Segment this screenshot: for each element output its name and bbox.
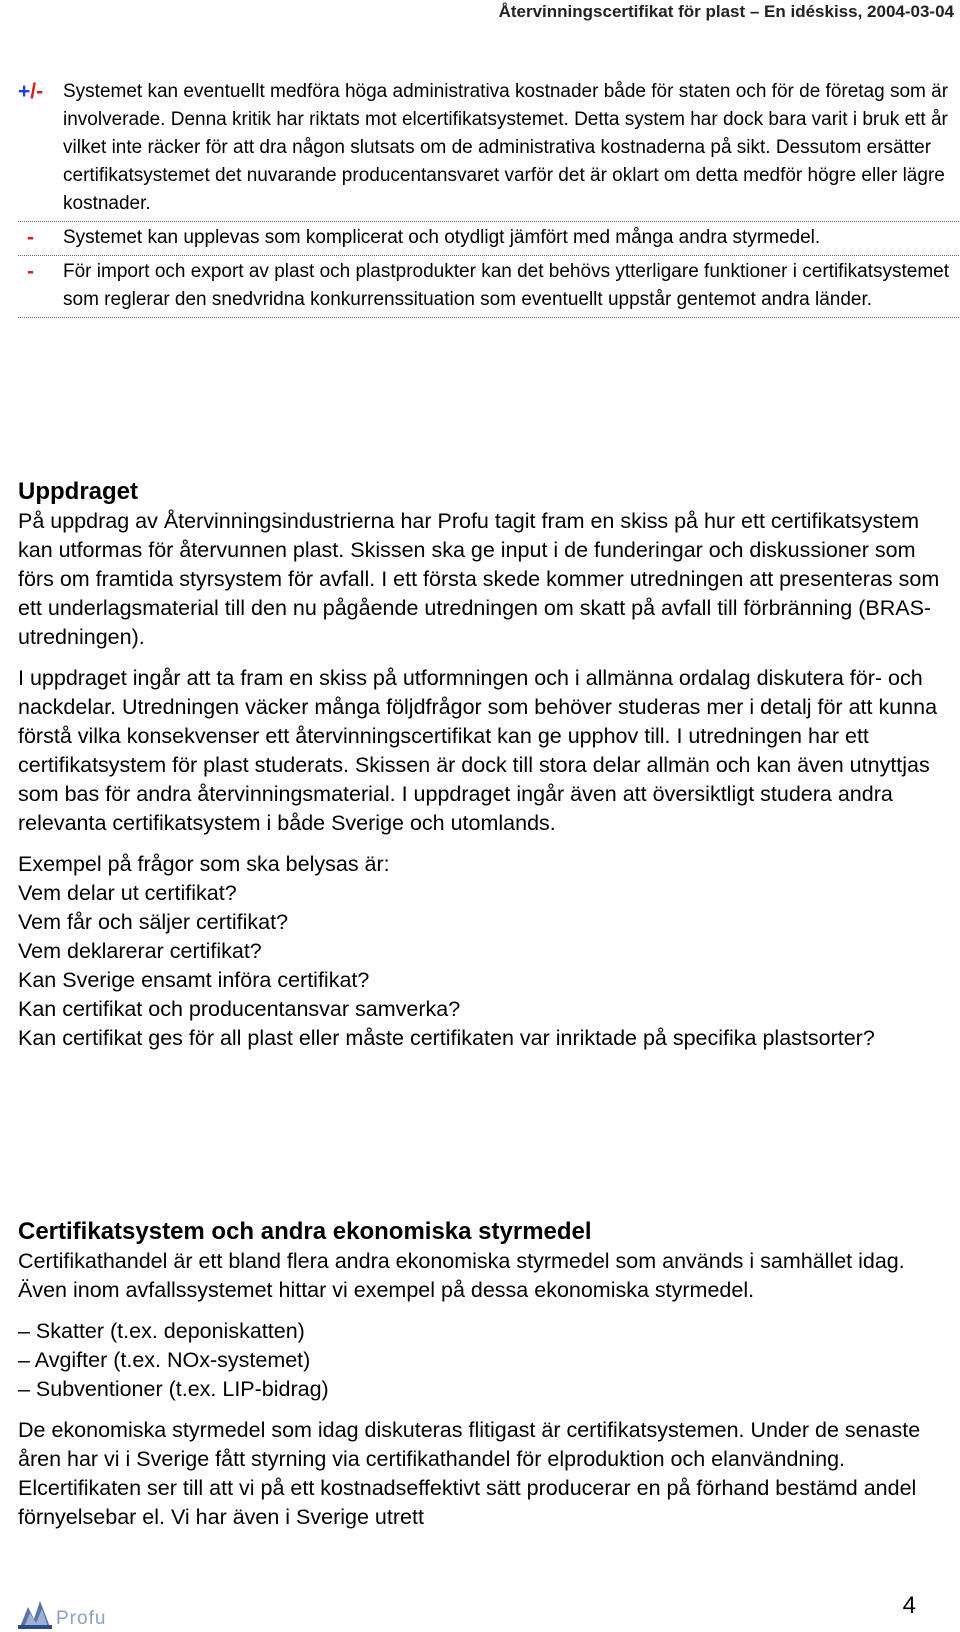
running-header: Återvinningscertifikat för plast – En idéskiss, 2004-03-04 xyxy=(498,2,954,21)
paragraph: De ekonomiska styrmedel som idag diskuteras flitigast är certifikatsystemen. Under de senaste åren har vi i Sverige fått styrning via certifikathandel för elproduktion och elanvändning. Elcertifikaten ser till att vi på ett kostnadseffektivt sätt producerar en på förhand bestämd andel förnyelsebar el. Vi har även i Sverige utrett xyxy=(18,1418,921,1529)
list-line: – Skatter (t.ex. deponiskatten) xyxy=(18,1319,305,1343)
minus-sign: - xyxy=(36,80,44,103)
list-item xyxy=(18,224,959,256)
pros-cons-list xyxy=(18,78,959,318)
section-heading: Uppdraget xyxy=(18,478,138,505)
list-item-text: Systemet kan eventuellt medföra höga administrativa kostnader både för staten och för de företag som är involverade. Denna kritik har riktats mot elcertifikatsystemet. Detta system har dock bara varit i bruk ett år vilket inte räcker för att dra någon slutsats om de administrativa kostnaderna på sikt. Dessutom ersätter certifikatsystemet det nuvarande producentansvaret varför det är oklart om detta medför högre eller lägre kostnader. xyxy=(63,81,949,214)
section-styrmedel xyxy=(18,1217,948,1532)
slash-sign: / xyxy=(30,80,37,103)
minus-marker xyxy=(27,258,72,286)
plus-minus-marker xyxy=(18,78,63,106)
list-item xyxy=(18,78,959,222)
minus-sign: - xyxy=(27,226,34,249)
question-item: Vem delar ut certifikat? xyxy=(18,881,237,905)
plus-sign: + xyxy=(18,80,31,103)
list-item xyxy=(18,258,959,318)
minus-marker xyxy=(27,224,72,252)
paragraph: I uppdraget ingår att ta fram en skiss på utformningen och i allmänna ordalag diskutera för- och nackdelar. Utredningen väcker många följdfrågor som behöver studeras mer i detalj för att kunna förstå vilka konsekvenser ett återvinningscertifikat kan ge upphov till. I utredningen har ett certifikatsystem för plast studerats. Skissen är dock till stora delar allmän och kan även utnyttjas som bas för andra återvinningsmaterial. I uppdraget ingår även att översiktligt studera andra relevanta certifikatsystem i både Sverige och utomlands. xyxy=(18,666,938,835)
minus-sign: - xyxy=(27,260,34,283)
list-line: – Avgifter (t.ex. NOx-systemet) xyxy=(18,1348,311,1372)
page-number: 4 xyxy=(902,1592,916,1619)
questions-intro: Exempel på frågor som ska belysas är: xyxy=(18,852,390,876)
list-line: – Subventioner (t.ex. LIP-bidrag) xyxy=(18,1377,329,1401)
list-item-text: Systemet kan upplevas som komplicerat och otydligt jämfört med många andra styrmedel. xyxy=(63,227,821,248)
list-item-text: För import och export av plast och plastprodukter kan det behövs ytterligare funktioner i certifikatsystemet som reglerar den snedvridna konkurrenssituation som eventuellt uppstår gentemot andra länder. xyxy=(63,261,950,310)
question-item: Vem får och säljer certifikat? xyxy=(18,910,289,934)
question-item: Kan Sverige ensamt införa certifikat? xyxy=(18,968,370,992)
question-item: Kan certifikat och producentansvar samverka? xyxy=(18,997,461,1021)
question-item: Vem deklarerar certifikat? xyxy=(18,939,262,963)
question-item: Kan certifikat ges för all plast eller måste certifikaten var inriktade på specifika plastsorter? xyxy=(18,1026,875,1050)
section-uppdraget xyxy=(18,477,948,1053)
paragraph: Certifikathandel är ett bland flera andra ekonomiska styrmedel som används i samhället idag. Även inom avfallssystemet hittar vi exempel på dessa ekonomiska styrmedel. xyxy=(18,1249,905,1302)
logo-text: Profu xyxy=(56,1608,107,1629)
section-heading: Certifikatsystem och andra ekonomiska styrmedel xyxy=(18,1218,592,1245)
profu-logo xyxy=(18,1595,106,1629)
profu-logo-icon xyxy=(18,1595,52,1629)
paragraph: På uppdrag av Återvinningsindustrierna har Profu tagit fram en skiss på hur ett certifikatsystem kan utformas för återvunnen plast. Skissen ska ge input i de funderingar och diskussioner som förs om framtida styrsystem för avfall. I ett första skede kommer utredningen att presenteras som ett underlagsmaterial till den nu pågående utredningen om skatt på avfall till förbränning (BRAS-utredningen). xyxy=(18,509,940,649)
